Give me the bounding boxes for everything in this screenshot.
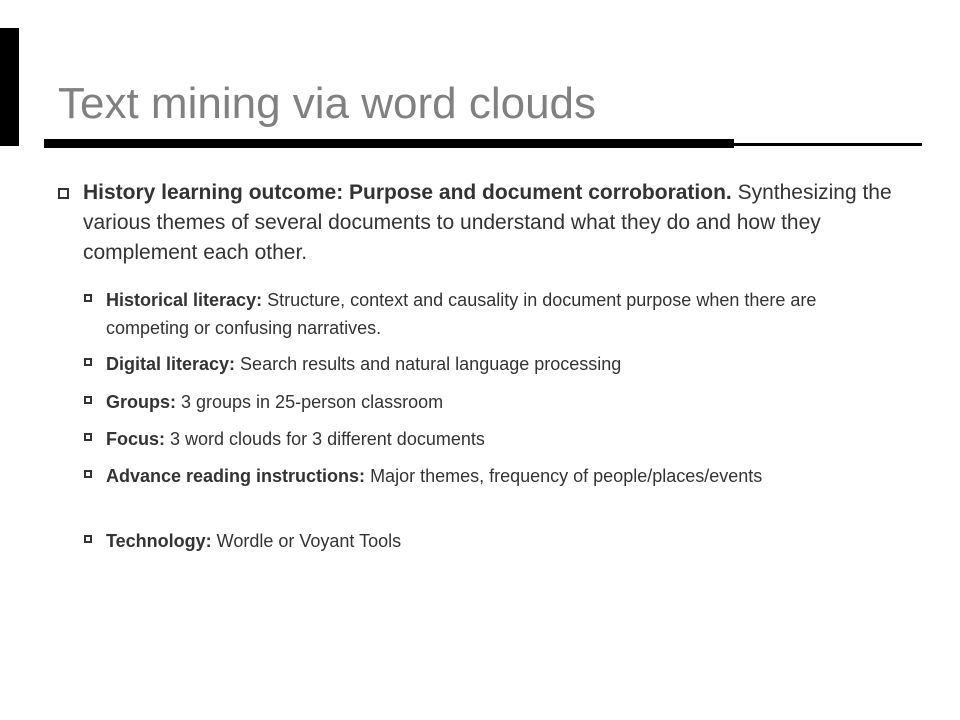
main-bullet-item — [58, 178, 908, 268]
square-bullet-icon — [84, 294, 92, 302]
title-underline-thin — [734, 143, 922, 146]
sub-bullet-groups — [84, 388, 884, 416]
sub-bullet-label: Focus: — [106, 429, 166, 449]
square-bullet-icon — [84, 433, 92, 441]
main-bullet-text — [83, 178, 908, 268]
sub-bullet-text: Structure, context and causality in document purpose when there are competing or confusing narratives. — [106, 290, 817, 338]
sub-bullet-text: 3 groups in 25-person classroom — [176, 392, 444, 412]
main-bullet-heading: History learning outcome: Purpose and document corroboration. — [83, 181, 732, 204]
square-bullet-icon — [84, 358, 92, 366]
title-underline-thick — [44, 139, 734, 148]
sub-bullet-advance-reading — [84, 462, 884, 490]
sub-bullet-historical-literacy — [84, 286, 884, 342]
square-bullet-icon — [84, 396, 92, 404]
square-bullet-icon — [84, 535, 92, 543]
sub-bullet-label: Advance reading instructions: — [106, 466, 366, 486]
square-bullet-icon — [84, 470, 92, 478]
sub-bullet-label: Historical literacy: — [106, 290, 263, 310]
sub-bullet-focus — [84, 425, 884, 453]
sub-bullet-label: Technology: — [106, 531, 212, 551]
sub-bullet-text: 3 word clouds for 3 different documents — [165, 429, 485, 449]
sub-bullet-technology — [84, 527, 884, 555]
sub-bullet-label: Groups: — [106, 392, 176, 412]
sub-bullet-text: Wordle or Voyant Tools — [211, 531, 402, 551]
square-bullet-icon — [58, 188, 69, 199]
sub-bullet-digital-literacy — [84, 350, 884, 378]
sub-bullet-label: Digital literacy: — [106, 354, 236, 374]
accent-bar — [0, 28, 19, 146]
main-bullet-body: Synthesizing the various themes of several documents to understand what they do and how they complement each other. — [83, 181, 892, 264]
sub-bullet-text: Major themes, frequency of people/places/events — [365, 466, 763, 486]
slide-title: Text mining via word clouds — [58, 79, 597, 128]
sub-bullet-text: Search results and natural language processing — [235, 354, 622, 374]
